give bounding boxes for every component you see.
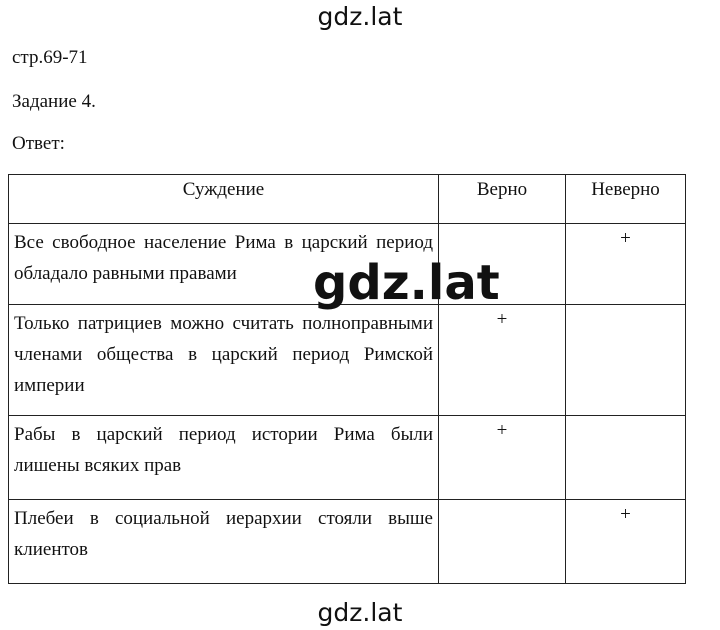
header-true: Верно	[439, 175, 566, 224]
false-mark-cell: +	[566, 224, 686, 305]
header-statement: Суждение	[9, 175, 439, 224]
false-mark-cell	[566, 416, 686, 500]
watermark-bottom: gdz.lat	[317, 598, 403, 627]
false-mark-cell	[566, 305, 686, 416]
answer-table	[8, 174, 686, 584]
true-mark-cell: +	[439, 305, 566, 416]
table-row	[9, 305, 686, 416]
answer-label: Ответ:	[12, 133, 65, 154]
header-false: Неверно	[566, 175, 686, 224]
watermark-top: gdz.lat	[317, 2, 403, 31]
page-reference: стр.69-71	[12, 47, 88, 68]
true-mark-cell	[439, 500, 566, 584]
statement-cell: Все свободное население Рима в царский период обладало равными правами	[9, 224, 439, 305]
statement-cell: Только патрициев можно считать полноправными членами общества в царский период Римской империи	[9, 305, 439, 416]
table-row	[9, 416, 686, 500]
task-title: Задание 4.	[12, 91, 96, 112]
statement-cell: Рабы в царский период истории Рима были лишены всяких прав	[9, 416, 439, 500]
statement-cell: Плебеи в социальной иерархии стояли выше клиентов	[9, 500, 439, 584]
watermark-center: gdz.lat	[313, 255, 500, 311]
true-mark-cell: +	[439, 416, 566, 500]
table-header-row	[9, 175, 686, 224]
false-mark-cell: +	[566, 500, 686, 584]
table-row	[9, 500, 686, 584]
